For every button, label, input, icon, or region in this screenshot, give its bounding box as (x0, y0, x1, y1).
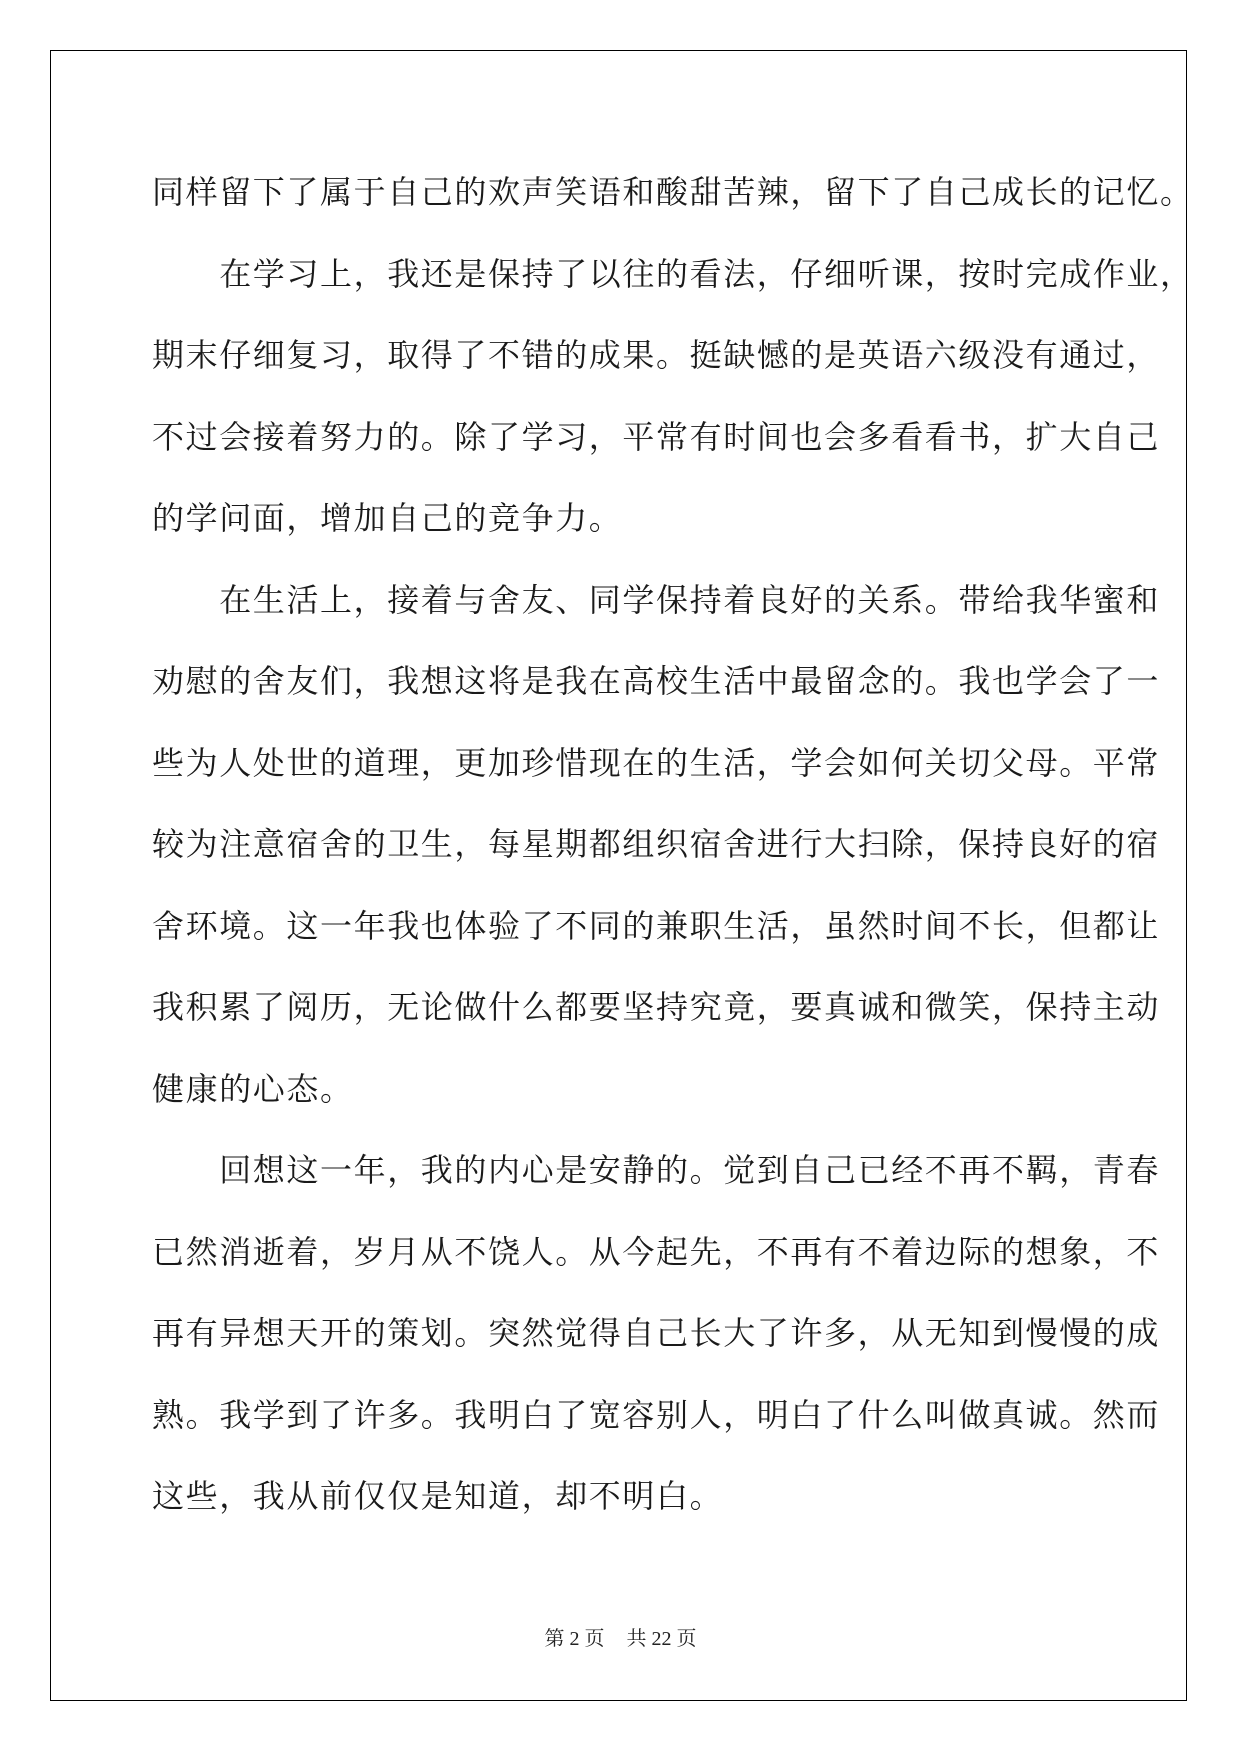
text-line: 熟。我学到了许多。我明白了宽容别人，明白了什么叫做真诚。然而 (152, 1395, 1161, 1434)
text-line: 些为人处世的道理，更加珍惜现在的生活，学会如何关切父母。平常 (152, 743, 1161, 782)
page-footer (0, 1622, 1241, 1651)
text-line: 在学习上，我还是保持了以往的看法，仔细听课，按时完成作业， (152, 254, 1194, 293)
text-line: 劝慰的舍友们，我想这将是我在高校生活中最留念的。我也学会了一 (152, 662, 1161, 700)
text-line: 在生活上，接着与舍友、同学保持着良好的关系。带给我华蜜和 (152, 580, 1161, 619)
page-number: 第 2 页 (544, 1628, 605, 1650)
text-line: 健康的心态。 (152, 1069, 354, 1108)
text-line: 我积累了阅历，无论做什么都要坚持究竟，要真诚和微笑，保持主动 (152, 988, 1161, 1026)
text-line: 舍环境。这一年我也体验了不同的兼职生活，虽然时间不长，但都让 (152, 906, 1161, 945)
text-line: 较为注意宿舍的卫生，每星期都组织宿舍进行大扫除，保持良好的宿 (152, 825, 1161, 863)
text-line: 同样留下了属于自己的欢声笑语和酸甜苦辣，留下了自己成长的记忆。 (152, 173, 1194, 211)
text-line: 已然消逝着，岁月从不饶人。从今起先，不再有不着边际的想象，不 (152, 1232, 1161, 1271)
text-line: 回想这一年，我的内心是安静的。觉到自己已经不再不羁，青春 (152, 1151, 1161, 1189)
text-line: 期末仔细复习，取得了不错的成果。挺缺憾的是英语六级没有通过， (152, 336, 1161, 374)
text-line: 的学问面，增加自己的竞争力。 (152, 499, 623, 537)
text-line: 不过会接着努力的。除了学习，平常有时间也会多看看书，扩大自己 (152, 417, 1161, 456)
page-total: 共 22 页 (626, 1628, 697, 1650)
document-body (152, 162, 1194, 1548)
text-line: 再有异想天开的策划。突然觉得自己长大了许多，从无知到慢慢的成 (152, 1314, 1161, 1352)
text-line: 这些，我从前仅仅是知道，却不明白。 (152, 1477, 724, 1515)
